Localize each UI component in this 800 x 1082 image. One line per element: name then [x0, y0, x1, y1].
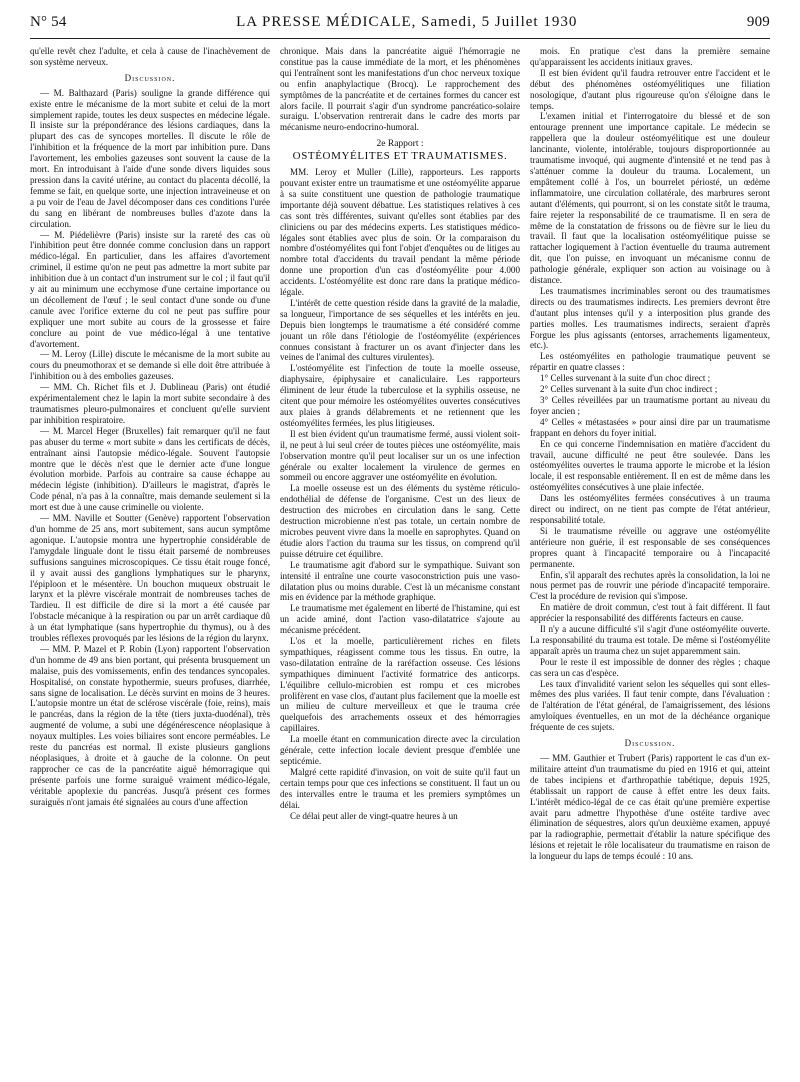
paragraph: L'examen initial et l'interrogatoire du blessé et de son entourage prennent une importance capitale. Le médecin se rappellera que la douleur ostéomyélitique est une douleur lancinante, violente, intolérable, toujours disproportionnée au traumatisme invoqué, qui augmente d'intensité et ne tend pas à s'atténuer comme la douleur du trauma. Localement, un empâtement collé à l'os, un bourrelet périosté, un œdème inflammatoire, une circulation collatérale, des marbrures seront autant d'éléments, qui pourront, si on les constate sitôt le trauma, faire rejeter la responsabilité de ce traumatisme. Il en sera de même de la constatation de frissons ou de fièvre sur le lieu du travail. Il faut que la localisation ostéomyélitique puisse se rattacher logiquement à l'action éventuelle du trauma autrement dit, que l'on puisse, en invoquant un mécanisme connu de pathologie générale, expliquer son action au voisinage ou à distance.	[530, 111, 770, 286]
rapport-label: 2e Rapport :	[376, 139, 424, 150]
paragraph: — M. Balthazard (Paris) souligne la grande différence qui existe entre le mécanisme de la mort subite et celui de la mort simplement rapide, toutes les deux suspectes en médecine légale. Il insiste sur la prépondérance des lésions cardiaques, dans la plupart des cas de syncopes mortelles. Il discute le rôle de l'inhibition et la fréquence de la mort par inhibition pure. Dans l'avortement, les embolies gazeuses sont souvent la cause de la mort. En introduisant à l'aide d'une sonde divers liquides sous pression dans la cavité utérine, au contact du placenta décollé, la femme se fait, en quelque sorte, une injection intraveineuse et on a pu voir de l'eau de Javel décomposer dans ces conditions l'urée du sang en libérant de nombreuses bulles d'azote dans la circulation.	[30, 87, 270, 229]
column-middle	[280, 46, 520, 1072]
paragraph: Il est bien évident qu'un traumatisme fermé, aussi violent soit-il, ne peut à lui seul créer de toutes pièces une ostéomyélite, mais l'observation montre qu'il peut localiser sur un os une infection générale ou exalter localement la virulence de germes en sommeil ou encore aggraver une ostéomyélite en évolution.	[280, 428, 520, 483]
paragraph: Les taux d'invalidité varient selon les séquelles qui sont elles-mêmes des plus variées. Il faut tenir compte, dans l'évaluation : de l'altération de l'état général, de l'amaigrissement, des lésions amyloïques éventuelles, en un mot de la déchéance organique fréquente de ces sujets.	[530, 678, 770, 733]
col2-paragraphs	[280, 167, 520, 821]
paragraph: Enfin, s'il apparaît des rechutes après la consolidation, la loi ne nous permet pas de rouvrir une période d'incapacité temporaire. C'est la procédure de revision qui s'impose.	[530, 569, 770, 602]
paragraph: Dans les ostéomyélites fermées consécutives à un trauma direct ou indirect, on ne tient pas compte de l'état antérieur, responsabilité totale.	[530, 493, 770, 525]
paragraph: Il est bien évident qu'il faudra retrouver entre l'accident et le début des phénomènes ostéomyélitiques une filiation nosologique, d'autant plus rigoureuse qu'on s'éloigne dans le temps.	[530, 67, 770, 111]
col1-intro: qu'elle revêt chez l'adulte, et cela à cause de l'inachèvement de son système nerveux.	[30, 46, 270, 67]
issue-number: N° 54	[30, 14, 67, 30]
paragraph: L'ostéomyélite est l'infection de toute la moelle osseuse, diaphysaire, épiphysaire et canaliculaire. Les rapporteurs éliminent de leur étude la tuberculose et la syphilis osseuse, ne citent que pour mémoire les ostéomyélites ouvertes consécutives aux plaies à grands délabrements et ne retiennent que les ostéomyélites fermées, les plus litigieuses.	[280, 363, 520, 428]
paragraph: Si le traumatisme réveille ou aggrave une ostéomyélite antérieure non guérie, il est responsable de ses conséquences propres quant à l'incapacité temporaire ou à l'incapacité permanente.	[530, 525, 770, 569]
paragraph: La moelle étant en communication directe avec la circulation générale, cette infection locale devient presque d'emblée une septicémie.	[280, 734, 520, 766]
column-left	[30, 46, 270, 1072]
paragraph: La moelle osseuse est un des éléments du système réticulo-endothélial de défense de l'organisme. C'est un des lieux de destruction des microbes en circulation dans le sang. Cette destruction microbienne n'est pas totale, un certain nombre de microbes peuvent vivre dans la moelle en saprophytes. Quand on étudie alors l'action du trauma sur les tissus, on comprend qu'il puisse détruire cet équilibre.	[280, 483, 520, 559]
discussion-heading-2: Discussion.	[624, 738, 676, 749]
paragraph: En matière de droit commun, c'est tout à fait différent. Il faut apprécier la responsabilité des différents facteurs en cause.	[530, 602, 770, 624]
paragraph: L'intérêt de cette question réside dans la gravité de la maladie, sa longueur, l'importance de ses séquelles et les intérêts en jeu. Depuis bien longtemps le traumatisme a été considéré comme jouant un rôle dans l'étiologie de l'ostéomyélite (expériences connues consistant à fracturer un os avant d'injecter dans les veines de l'animal des cultures virulentes).	[280, 297, 520, 363]
paragraph: En ce qui concerne l'indemnisation en matière d'accident du travail, aucune difficulté ne peut être soulevée. Dans les ostéomyélites ouvertes le trauma apporte le microbe et la lésion locale, il est responsable entièrement. Il en est de même dans les ostéomyélites consécutives à une plaie infectée.	[530, 438, 770, 493]
paragraph: 1° Celles survenant à la suite d'un choc direct ;	[540, 373, 711, 384]
column-right	[530, 46, 770, 1072]
discussion-heading: Discussion.	[124, 72, 176, 83]
paragraph: 4° Celles « métastasées » pour ainsi dire par un traumatisme frappant en dehors du foyer initial.	[530, 416, 770, 438]
paragraph: Les ostéomyélites en pathologie traumatique peuvent se répartir en quatre classes :	[530, 351, 770, 373]
paragraph: Le traumatisme met également en liberté de l'histamine, qui est un acide aminé, dont l'action vaso-dilatatrice s'ajoute au mécanisme précédent.	[280, 603, 520, 636]
header-rule	[30, 38, 770, 39]
paragraph: — MM. Naville et Soutter (Genève) rapportent l'observation d'un homme de 25 ans, mort subitement, sans aucun symptôme agonique. L'autopsie montra une hypertrophie considérable de l'amygdale linguale dont le tissu était parsemé de nombreuses suffusions sanguines microscopiques. Ce tissu était rouge foncé, il y avait aussi des ganglions lymphatiques sur le pharynx, l'épiploon et le mésentère. Un bouchon muqueux obstruait le larynx et la plèvre viscérale montrait de nombreuses taches de Tardieu. Il est difficile de dire si la mort a été causée par l'obstacle mécanique à la respiration ou par un arrêt cardiaque dû à un état lymphatique (sans hypertrophie du thymus), ou à des troubles réflexes provoqués par les lésions de la région du larynx.	[30, 513, 270, 644]
journal-title: LA PRESSE MÉDICALE, Samedi, 5 Juillet 1930	[236, 14, 578, 30]
paragraph: — MM. Ch. Richet fils et J. Dublineau (Paris) ont étudié expérimentalement chez le lapin la mort subite secondaire à des traumatismes pleuro-pulmonaires et concluent qu'elle survient par inhibition respiratoire.	[30, 382, 270, 425]
paragraph: — MM. Gauthier et Trubert (Paris) rapportent le cas d'un ex-militaire atteint d'un traumatisme du pied en 1916 et qui, atteint de tabes incipiens et d'arthropathie tabétique, depuis 1925, établissait un rapport de cause à effet entre les deux faits. L'intérêt médico-légal de ce cas était qu'une première expertise avait paru admettre l'hypothèse d'une ostéite tardive avec élimination de séquestres, alors qu'un deuxième examen, appuyé par la radiographie, permettait d'établir la nature spécifique des lésions et rejetait le rôle localisateur du traumatisme en raison de la longueur du laps de temps écoulé : 10 ans.	[530, 753, 770, 862]
paragraph: L'os et la moelle, particulièrement riches en filets sympathiques, réagissent comme tous les tissus. En outre, la vaso-dilatation entraîne de la raréfaction osseuse. Ces lésions sympathiques diminuent l'activité formatrice des anticorps. L'équilibre cellulo-microbien est rompu et ces microbes prolifèrent en vase clos, d'autant plus facilement que la moelle est un milieu de culture merveilleux et que le trauma crée quelquefois des arrachements osseux et des hémorragies capillaires.	[280, 636, 520, 734]
article-columns	[30, 46, 770, 1072]
paragraph: mois. En pratique c'est dans la première semaine qu'apparaissent les accidents initiaux graves.	[530, 46, 770, 67]
col1-paragraphs	[30, 88, 270, 808]
paragraph: — M. Piédelièvre (Paris) insiste sur la rareté des cas où l'inhibition peut être donnée comme conclusion dans un rapport médico-légal. En particulier, dans les affaires d'avortement criminel, il estime qu'on ne peut pas admettre la mort subite par inhibition due à un contact d'un instrument sur le col ; il faut qu'il y ait au minimum une ecchymose d'une certaine importance ou un décollement de l'œuf ; le seul contact d'une sonde ou d'une canule avec l'orifice externe du col ne peut pas suffire pour expliquer une mort subite au cours de la grossesse et faire conclure au point de vue médico-légal à une tentative d'avortement.	[30, 229, 270, 349]
col2-intro: chronique. Mais dans la pancréatite aiguë l'hémorragie ne constitue pas la cause immédiate de la mort, et les phénomènes qui l'entraînent sont les manifestations d'un choc nerveux toxique ou enfin anaphylactique (Brocq). Le rapprochement des symptômes de la pancréatite et de certaines formes du cancer est alors facile. Il pourrait s'agir d'un syndrome pancréatico-solaire suraigu. L'observation rentrerait dans le cadre des morts par mécanisme neuro-endocrino-humoral.	[280, 46, 520, 133]
paragraph: MM. Leroy et Muller (Lille), rapporteurs. Les rapports pouvant exister entre un traumatisme et une ostéomyélite apparue à sa suite constituent une question de pathologie traumatique importante déjà souvent débattue. Les statistiques relatives à ces cas sont très différentes, suivant qu'elles sont établies par des cliniciens ou par des médecins experts. Les statistiques médico-légales sont établies avec plus de soin. Or la comparaison du nombre d'ostéomyélites qui font l'objet d'enquêtes ou de litiges au nombre total d'accidents du travail pendant la même période donne une proportion d'un cas d'ostéomyélite pour 4.000 accidents. L'ostéomyélite est donc rare dans la pratique médico-légale.	[280, 167, 520, 298]
paragraph: Ce délai peut aller de vingt-quatre heures à un	[290, 810, 458, 821]
paragraph: 2° Celles survenant à la suite d'un choc indirect ;	[540, 384, 718, 395]
running-header	[30, 14, 770, 36]
paragraph: 3° Celles réveillées par un traumatisme portant au niveau du foyer ancien ;	[530, 395, 770, 416]
paragraph: Les traumatismes incriminables seront ou des traumatismes directs ou des traumatismes indirects. Les premiers devront être d'autant plus intenses qu'il y a interposition plus grande des parties molles. Les traumatismes indirects, seraient d'après Forgue les plus agissants (entorses, arrachements ligamenteux, etc.).	[530, 285, 770, 351]
paragraph: — MM. P. Mazel et P. Robin (Lyon) rapportent l'observation d'un homme de 49 ans bien portant, qui présenta brusquement un malaise, puis des vomissements, enfin des tendances syncopales. Hospitalisé, on constate hypothermie, sueurs profuses, diarrhée, sans signe de localisation. Le décès survint en moins de 3 heures. L'autopsie montre un état de sclérose viscérale (foie, reins), mais le pancréas, dans la région de la tête (tiers juxta-duodénal), très augmenté de volume, a subi une dégénérescence néoplasique à noyaux multiples. Les voies biliaires sont encore perméables. Le reste du pancréas est normal. Il existe plusieurs ganglions néoplasiques, à droite et à gauche de la colonne. On peut rapprocher ce cas de la pancréatite aiguë hémorragique qui présente parfois une forme suraiguë vraiment médico-légale, véritable apoplexie du pancréas. Jusqu'à présent ces formes suraiguës n'ont jamais été signalées au cours d'une affection	[30, 643, 270, 807]
page-number: 909	[746, 14, 770, 30]
paragraph: Pour le reste il est impossible de donner des règles ; chaque cas sera un cas d'espèce.	[530, 656, 770, 678]
paragraph: Malgré cette rapidité d'invasion, on voit de suite qu'il faut un certain temps pour que ces infections se constituent. Il faut un ou des intervalles entre le trauma et les premiers symptômes un délai.	[280, 766, 520, 810]
col3-discussion-paragraphs	[530, 753, 770, 862]
paragraph: Le traumatisme agit d'abord sur le sympathique. Suivant son intensité il entraîne une courte vasoconstriction puis une vaso-dilatation plus ou moins durable. C'est là un mécanisme constant mis en évidence par la méthode graphique.	[280, 559, 520, 603]
paragraph: Il n'y a aucune difficulté s'il s'agit d'une ostéomyélite ouverte. La responsabilité du trauma est totale. De même si l'ostéomyélite apparaît après un trauma chez un sujet apparemment sain.	[530, 624, 770, 656]
paragraph: — M. Marcel Heger (Bruxelles) fait remarquer qu'il ne faut pas abuser du terme « mort subite » dans les certificats de décès, entraînant ainsi l'autopsie médico-légale. Souvent l'autopsie montre que le décès n'est que le dernier acte d'une longue évolution morbide. Parfois au contraire sa cause échappe au médecin légiste (inhibition). D'ailleurs le magistrat, d'après le Code pénal, n'a pas à la connaître, mais demande seulement si la mort est due à une cause criminelle ou violente.	[30, 425, 270, 513]
paragraph: — M. Leroy (Lille) discute le mécanisme de la mort subite au cours du pneumothorax et se demande si elle doit être attribuée à l'inhibition ou à des embolies gazeuses.	[30, 349, 270, 382]
col3-paragraphs	[530, 46, 770, 733]
rapport-title: OSTÉOMYÉLITES ET TRAUMATISMES.	[292, 150, 508, 163]
